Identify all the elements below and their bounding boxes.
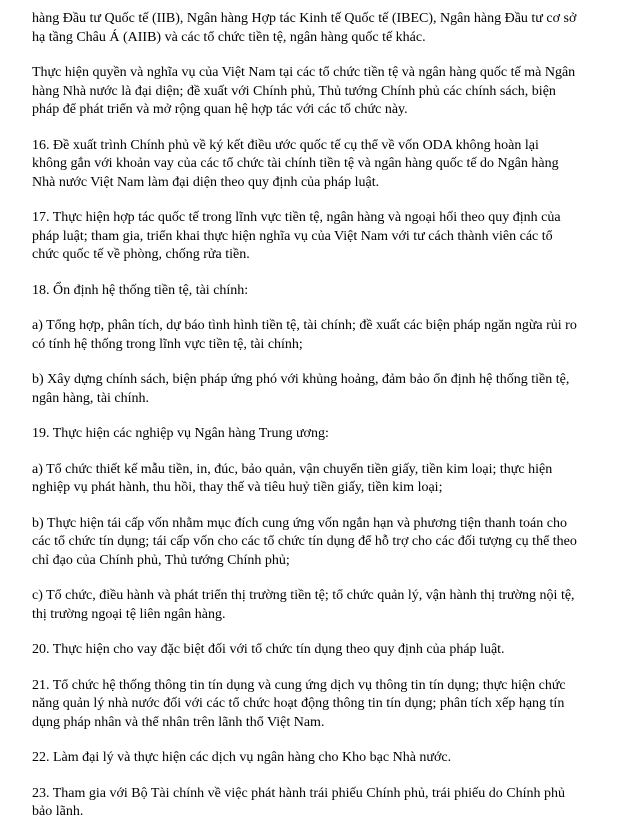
paragraph-item-19a: a) Tổ chức thiết kế mẫu tiền, in, đúc, bảo quản, vận chuyển tiền giấy, tiền kim loại; thực hiện nghiệp vụ phát hành, thu hồi, thay thế và tiêu huỷ tiền giấy, tiền kim loại;	[32, 461, 553, 495]
paragraph-item-18b: b) Xây dựng chính sách, biện pháp ứng phó với khủng hoảng, đảm bảo ổn định hệ thống tiền tệ, ngân hàng, tài chính.	[32, 372, 570, 406]
paragraph-item-17: 17. Thực hiện hợp tác quốc tế trong lĩnh vực tiền tệ, ngân hàng và ngoại hối theo quy định của pháp luật; tham gia, triển khai thực hiện nghĩa vụ của Việt Nam với tư cách thành viên các tổ chức quốc tế về phòng, chống rửa tiền.	[32, 210, 561, 262]
paragraph-item-16: 16. Đề xuất trình Chính phủ về ký kết điều ước quốc tế cụ thể về vốn ODA không hoàn lại không gắn với khoản vay của các tổ chức tài chính tiền tệ và ngân hàng quốc tế do Ngân hàng Nhà nước Việt Nam làm đại diện theo quy định của pháp luật.	[32, 137, 559, 190]
paragraph-item-19c: c) Tổ chức, điều hành và phát triển thị trường tiền tệ; tổ chức quản lý, vận hành thị trường nội tệ, thị trường ngoại tệ liên ngân hàng.	[32, 588, 575, 622]
document-page	[32, 10, 600, 839]
paragraph-item-19b: b) Thực hiện tái cấp vốn nhằm mục đích cung ứng vốn ngắn hạn và phương tiện thanh toán cho các tổ chức tín dụng; tái cấp vốn cho các tổ chức tín dụng để hỗ trợ cho các đối tượng cụ thể theo chỉ đạo của Chính phủ, Thủ tướng Chính phủ;	[32, 515, 577, 568]
paragraph-item-19-heading: 19. Thực hiện các nghiệp vụ Ngân hàng Trung ương:	[32, 426, 329, 441]
paragraph-item-23: 23. Tham gia với Bộ Tài chính về việc phát hành trái phiếu Chính phủ, trái phiếu do Chính phủ bảo lãnh.	[32, 785, 565, 819]
paragraph-item-21: 21. Tổ chức hệ thống thông tin tín dụng và cung ứng dịch vụ thông tin tín dụng; thực hiện chức năng quản lý nhà nước đối với các tổ chức hoạt động thông tin tín dụng; phân tích xếp hạng tín dụng pháp nhân và thể nhân trên lãnh thổ Việt Nam.	[32, 677, 566, 730]
paragraph-item-18-heading: 18. Ổn định hệ thống tiền tệ, tài chính:	[32, 282, 249, 298]
paragraph-iib-ibec-aiib: hàng Đầu tư Quốc tế (IIB), Ngân hàng Hợp tác Kinh tế Quốc tế (IBEC), Ngân hàng Đầu tư cơ sở hạ tầng Châu Á (AIIB) và các tổ chức tiền tệ, ngân hàng quốc tế khác.	[32, 11, 577, 45]
paragraph-item-22: 22. Làm đại lý và thực hiện các dịch vụ ngân hàng cho Kho bạc Nhà nước.	[32, 750, 452, 765]
paragraph-rights-obligations: Thực hiện quyền và nghĩa vụ của Việt Nam tại các tổ chức tiền tệ và ngân hàng quốc tế mà Ngân hàng Nhà nước là đại diện; đề xuất với Chính phủ, Thủ tướng Chính phủ các chính sách, biện pháp để phát triển và mở rộng quan hệ hợp tác với các tổ chức này.	[32, 65, 576, 117]
paragraph-item-20: 20. Thực hiện cho vay đặc biệt đối với tổ chức tín dụng theo quy định của pháp luật.	[32, 642, 505, 657]
paragraph-item-18a: a) Tổng hợp, phân tích, dự báo tình hình tiền tệ, tài chính; đề xuất các biện pháp ngăn ngừa rủi ro có tính hệ thống trong lĩnh vực tiền tệ, tài chính;	[32, 318, 577, 352]
